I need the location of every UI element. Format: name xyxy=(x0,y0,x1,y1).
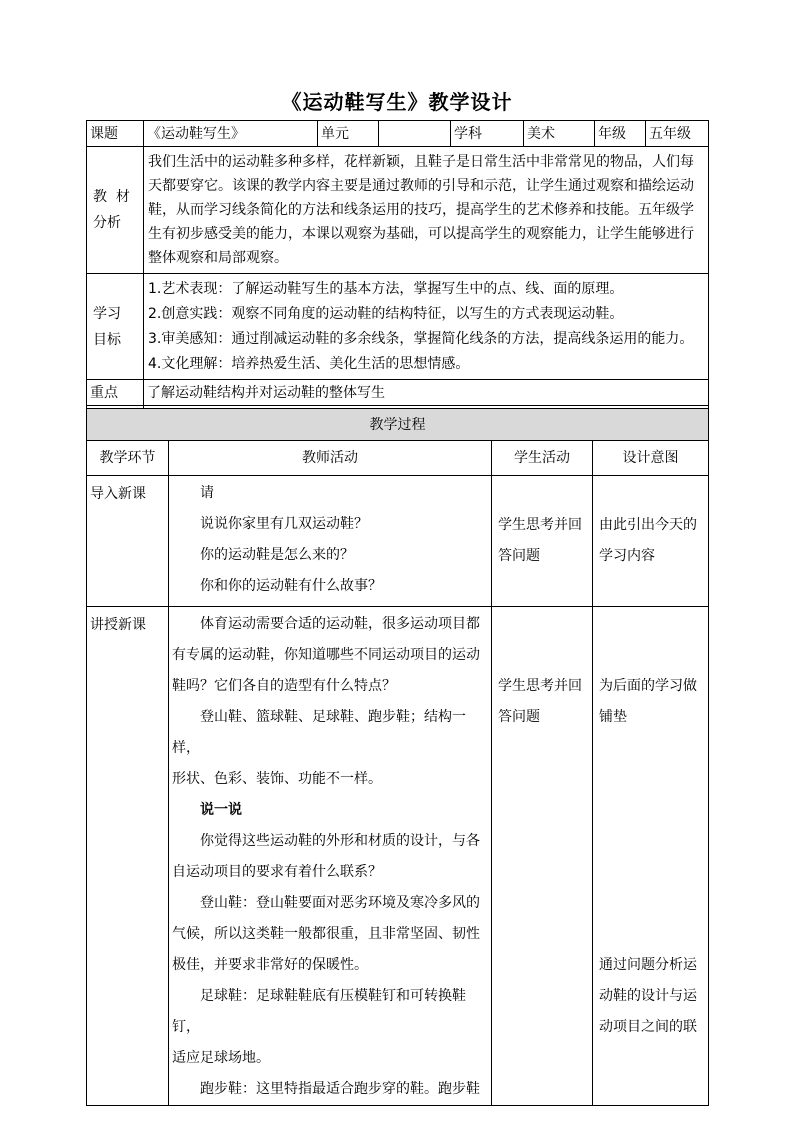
grade-value: 五年级 xyxy=(646,121,709,147)
intro-intent-line2: 学习内容 xyxy=(599,548,655,564)
intro-stage: 导入新课 xyxy=(87,476,169,607)
lecture-teacher-line: 登山鞋、篮球鞋、足球鞋、跑步鞋；结构一样， xyxy=(172,709,466,756)
lecture-teacher-line: 自运动项目的要求有着什么联系？ xyxy=(172,864,382,880)
lecture-teacher-activity xyxy=(169,607,492,1106)
analysis-label xyxy=(87,147,144,274)
analysis-row xyxy=(87,147,709,274)
key-point-text: 了解运动鞋结构并对运动鞋的整体写生 xyxy=(144,380,709,406)
page-title: 《运动鞋写生》教学设计 xyxy=(281,90,513,114)
lecture-student-activity xyxy=(492,607,593,1106)
info-row xyxy=(87,121,709,147)
process-header-row xyxy=(87,441,709,476)
intro-student-line1: 学生思考并回 xyxy=(498,517,582,533)
lecture-teacher-line: 你觉得这些运动鞋的外形和材质的设计，与各 xyxy=(200,833,480,849)
intro-design-intent xyxy=(593,476,709,607)
unit-label: 单元 xyxy=(318,121,379,147)
key-point-label: 重点 xyxy=(87,380,144,406)
objectives-label-line2: 目标 xyxy=(93,331,121,348)
intro-teacher-line: 说说你家里有几双运动鞋？ xyxy=(200,516,368,532)
header-intent: 设计意图 xyxy=(593,441,709,476)
objectives-list xyxy=(144,274,709,380)
subject-value: 美术 xyxy=(524,121,595,147)
analysis-label-line1: 教 材 xyxy=(93,189,130,205)
lecture-intent-b-line: 动鞋的设计与运 xyxy=(599,988,697,1004)
intro-teacher-line: 请 xyxy=(200,485,214,501)
objective-item: 3.审美感知：通过削减运动鞋的多余线条，掌握简化线条的方法，提高线条运用的能力。 xyxy=(148,330,694,347)
objective-item: 4.文化理解：培养热爱生活、美化生活的思想情感。 xyxy=(148,355,470,372)
process-table xyxy=(86,408,709,1106)
lecture-intent-a-line1: 为后面的学习做 xyxy=(599,678,697,694)
lecture-intent-a-line2: 铺垫 xyxy=(599,709,627,725)
lecture-teacher-line: 登山鞋：登山鞋要面对恶劣环境及寒冷多风的 xyxy=(200,895,480,911)
lecture-teacher-line: 鞋吗？它们各自的造型有什么特点？ xyxy=(172,678,396,694)
intro-teacher-line: 你的运动鞋是怎么来的？ xyxy=(200,547,354,563)
lecture-teacher-line: 体育运动需要合适的运动鞋，很多运动项目都 xyxy=(200,616,480,632)
info-table xyxy=(86,120,709,432)
objective-item: 1.艺术表现：了解运动鞋写生的基本方法，掌握写生中的点、线、面的原理。 xyxy=(148,280,624,297)
intro-row xyxy=(87,476,709,607)
grade-label: 年级 xyxy=(595,121,646,147)
intro-intent-line1: 由此引出今天的 xyxy=(599,517,697,533)
lecture-teacher-line: 气候，所以这类鞋一般都很重，且非常坚固、韧性 xyxy=(172,926,480,942)
objectives-label xyxy=(87,274,144,380)
lecture-intent-spacer xyxy=(599,733,702,950)
lecture-subheading: 说一说 xyxy=(200,802,242,818)
subject-label: 学科 xyxy=(451,121,524,147)
lecture-intent-b-line: 动项目之间的联 xyxy=(599,1019,697,1035)
lecture-row xyxy=(87,607,709,1106)
intro-student-line2: 答问题 xyxy=(498,548,540,564)
process-banner: 教学过程 xyxy=(87,409,709,441)
objectives-row xyxy=(87,274,709,380)
lecture-teacher-line: 形状、色彩、装饰、功能不一样。 xyxy=(172,771,382,787)
lecture-teacher-line: 极佳，并要求非常好的保暖性。 xyxy=(172,957,368,973)
lecture-design-intent xyxy=(593,607,709,1106)
topic-label: 课题 xyxy=(87,121,144,147)
analysis-label-line2: 分析 xyxy=(93,215,121,231)
intro-teacher-line: 你和你的运动鞋有什么故事？ xyxy=(200,578,382,594)
header-teacher: 教师活动 xyxy=(169,441,492,476)
lecture-stage: 讲授新课 xyxy=(87,607,169,1106)
lecture-teacher-line: 有专属的运动鞋，你知道哪些不同运动项目的运动 xyxy=(172,647,480,663)
intro-student-activity xyxy=(492,476,593,607)
unit-value xyxy=(379,121,451,147)
intro-teacher-activity xyxy=(169,476,492,607)
objective-item: 2.创意实践：观察不同角度的运动鞋的结构特征，以写生的方式表现运动鞋。 xyxy=(148,305,624,322)
topic-value: 《运动鞋写生》 xyxy=(144,121,318,147)
process-banner-row xyxy=(87,409,709,441)
header-stage: 教学环节 xyxy=(87,441,169,476)
header-student: 学生活动 xyxy=(492,441,593,476)
objectives-label-line1: 学习 xyxy=(93,305,121,322)
lecture-student-line2: 答问题 xyxy=(498,709,540,725)
lecture-teacher-line: 跑步鞋：这里特指最适合跑步穿的鞋。跑步鞋 xyxy=(200,1081,480,1097)
analysis-text: 我们生活中的运动鞋多种多样，花样新颖，且鞋子是日常生活中非常常见的物品，人们每天都要穿它。该课的教学内容主要是通过教师的引导和示范，让学生通过观察和描绘运动鞋，从而学习线条简化的方法和线条运用的技巧，提高学生的艺术修养和技能。五年级学生有初步感受美的能力，本课以观察为基础，可以提高学生的观察能力，让学生能够进行整体观察和局部观察。 xyxy=(144,147,709,274)
lecture-intent-b-line: 通过问题分析运 xyxy=(599,957,697,973)
key-point-row xyxy=(87,380,709,406)
lecture-teacher-line: 足球鞋：足球鞋鞋底有压模鞋钉和可转换鞋钉， xyxy=(172,988,466,1035)
lecture-student-line1: 学生思考并回 xyxy=(498,678,582,694)
lecture-teacher-line: 适应足球场地。 xyxy=(172,1050,270,1066)
